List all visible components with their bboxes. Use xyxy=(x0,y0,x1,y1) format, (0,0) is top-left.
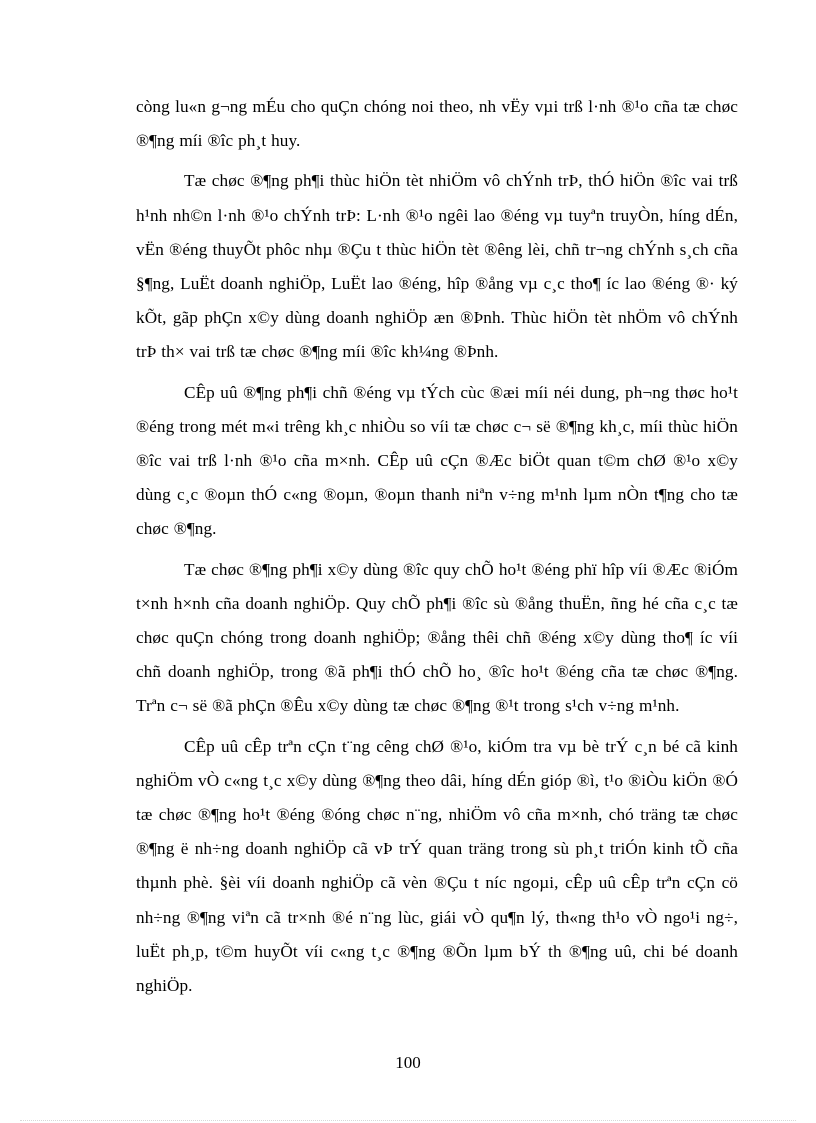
body-text xyxy=(136,90,738,1009)
page-number: 100 xyxy=(395,1053,421,1072)
page-bottom-divider xyxy=(20,1120,796,1121)
paragraph-4: Tæ chøc ®¶ng ph¶i x©y dùng ®îc quy chÕ ho¹t ®éng phï hîp víi ®Æc ®iÓm t×nh h×nh cña doanh nghiÖp. Quy chÕ ph¶i ®îc sù ®ång thuËn, ñng hé cña c¸c tæ chøc quÇn chóng trong doanh nghiÖp; ®ång thêi chñ ®éng x©y dùng tho¶ íc víi chñ doanh nghiÖp, trong ®ã ph¶i thÓ chÕ ho¸ ®îc ho¹t ®éng cña tæ chøc ®¶ng. Trªn c¬ së ®ã phÇn ®Êu x©y dùng tæ chøc ®¶ng ®¹t trong s¹ch v÷ng m¹nh. xyxy=(136,559,738,716)
paragraph-3: CÊp uû ®¶ng ph¶i chñ ®éng vµ tÝch cùc ®æi míi néi dung, ph¬ng thøc ho¹t ®éng trong mét m«i trêng kh¸c nhiÒu so víi tæ chøc c¬ së ®¶ng kh¸c, míi thùc hiÖn ®îc vai trß l·nh ®¹o cña m×nh. CÊp uû cÇn ®Æc biÖt quan t©m chØ ®¹o x©y dùng c¸c ®oµn thÓ c«ng ®oµn, ®oµn thanh niªn v÷ng m¹nh lµm nÒn t¶ng cho tæ chøc ®¶ng. xyxy=(136,382,738,539)
paragraph-1: còng lu«n g¬ng mÉu cho quÇn chóng noi theo, nh vËy vµi trß l·nh ®¹o cña tæ chøc ®¶ng míi ®îc ph¸t huy. xyxy=(136,97,738,151)
paragraph-2: Tæ chøc ®¶ng ph¶i thùc hiÖn tèt nhiÖm vô chÝnh trÞ, thÓ hiÖn ®îc vai trß h¹nh nh©n l·nh ®¹o chÝnh trÞ: L·nh ®¹o ngêi lao ®éng vµ tuyªn truyÒn, híng dÉn, vËn ®éng thuyÕt phôc nhµ ®Çu t thùc hiÖn tèt ®êng lèi, chñ tr¬ng chÝnh s¸ch cña §¶ng, LuËt doanh nghiÖp, LuËt lao ®éng, hîp ®ång vµ c¸c tho¶ íc lao ®éng ®· ký kÕt, gãp phÇn x©y dùng doanh nghiÖp æn ®Þnh. Thùc hiÖn tèt nhÖm vô chÝnh trÞ th× vai trß tæ chøc ®¶ng míi ®îc kh¼ng ®Þnh. xyxy=(136,171,738,362)
paragraph-5: CÊp uû cÊp trªn cÇn t¨ng cêng chØ ®¹o, kiÓm tra vµ bè trÝ c¸n bé cã kinh nghiÖm vÒ c«ng t¸c x©y dùng ®¶ng theo dâi, híng dÉn gióp ®ì, t¹o ®iÒu kiÖn ®Ó tæ chøc ®¶ng ho¹t ®éng ®óng chøc n¨ng, nhiÖm vô cña m×nh, chó träng tæ chøc ®¶ng ë nh÷ng doanh nghiÖp cã vÞ trÝ quan träng trong sù ph¸t triÓn kinh tÕ cña thµnh phè. §èi víi doanh nghiÖp cã vèn ®Çu t níc ngoµi, cÊp uû cÊp trªn cÇn cö nh÷ng ®¶ng viªn cã tr×nh ®é n¨ng lùc, giái vÒ qu¶n lý, th«ng th¹o vÒ ngo¹i ng÷, luËt ph¸p, t©m huyÕt víi c«ng t¸c ®¶ng ®Õn lµm bÝ th ®¶ng uû, chi bé doanh nghiÖp. xyxy=(136,736,738,996)
